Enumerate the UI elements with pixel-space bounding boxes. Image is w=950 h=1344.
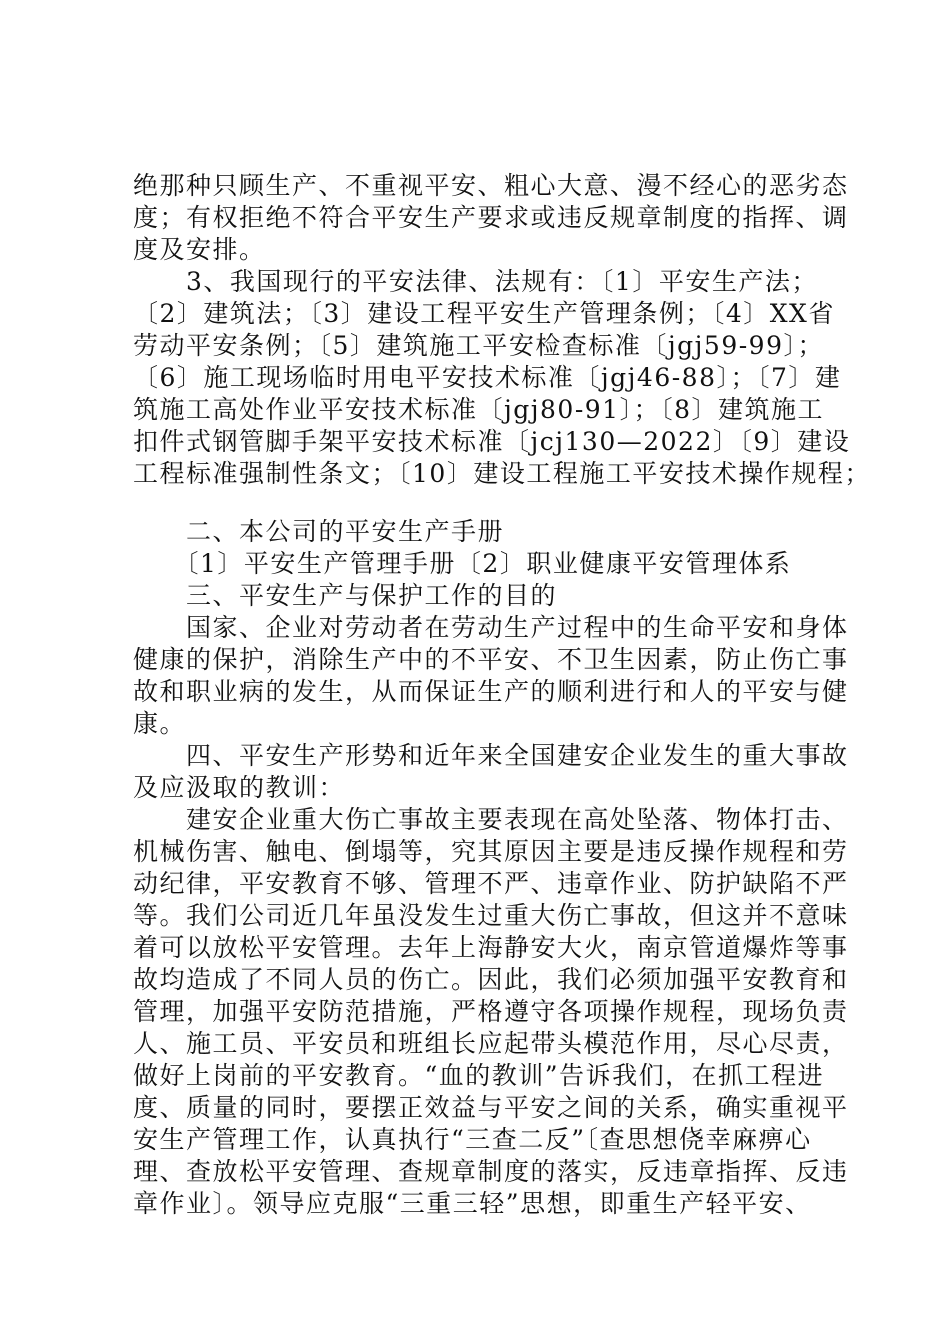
text-line: 做好上岗前的平安教育。“血的教训”告诉我们，在抓工程进 <box>133 1061 825 1090</box>
text-line: 3、我国现行的平安法律、法规有：〔1〕平安生产法； <box>133 267 818 296</box>
text-line: 筑施工高处作业平安技术标准〔jgj80-91〕；〔8〕建筑施工 <box>133 395 824 424</box>
text-line: 等。我们公司近几年虽没发生过重大伤亡事故，但这并不意味 <box>133 901 849 930</box>
paragraph-gap <box>133 490 833 516</box>
text-line: 机械伤害、触电、倒塌等，究其原因主要是违反操作规程和劳 <box>133 837 849 866</box>
text-line: 度、质量的同时，要摆正效益与平安之间的关系，确实重视平 <box>133 1093 849 1122</box>
text-line: 人、施工员、平安员和班组长应起带头模范作用，尽心尽责， <box>133 1029 849 1058</box>
text-line: 安生产管理工作，认真执行“三查二反”〔查思想侥幸麻痹心 <box>133 1125 812 1154</box>
text-line: 故和职业病的发生，从而保证生产的顺利进行和人的平安与健 <box>133 677 849 706</box>
text-line: 建安企业重大伤亡事故主要表现在高处坠落、物体打击、 <box>133 805 849 834</box>
text-line: 绝那种只顾生产、不重视平安、粗心大意、漫不经心的恶劣态 <box>133 171 849 200</box>
text-line: 康。 <box>133 709 187 738</box>
text-line: 国家、企业对劳动者在劳动生产过程中的生命平安和身体 <box>133 613 849 642</box>
text-line: 度及安排。 <box>133 235 266 264</box>
text-line: 理、查放松平安管理、查规章制度的落实，反违章指挥、反违 <box>133 1157 849 1186</box>
text-line: 管理，加强平安防范措施，严格遵守各项操作规程，现场负责 <box>133 997 849 1026</box>
text-line: 度；有权拒绝不符合平安生产要求或违反规章制度的指挥、调 <box>133 203 849 232</box>
text-line: 章作业〕。领导应克服“三重三轻”思想，即重生产轻平安、 <box>133 1189 812 1218</box>
section-heading: 四、平安生产形势和近年来全国建安企业发生的重大事故 <box>133 741 849 770</box>
text-line: 〔2〕建筑法；〔3〕建设工程平安生产管理条例；〔4〕XX省 <box>133 299 835 328</box>
text-line: 劳动平安条例；〔5〕建筑施工平安检查标准〔jgj59-99〕； <box>133 331 824 360</box>
text-line: 健康的保护，消除生产中的不平安、不卫生因素，防止伤亡事 <box>133 645 849 674</box>
text-line: 故均造成了不同人员的伤亡。因此，我们必须加强平安教育和 <box>133 965 849 994</box>
text-line: 〔1〕平安生产管理手册〔2〕职业健康平安管理体系 <box>133 549 792 578</box>
document-body <box>133 170 871 1220</box>
text-line: 着可以放松平安管理。去年上海静安大火，南京管道爆炸等事 <box>133 933 849 962</box>
section-heading: 二、本公司的平安生产手册 <box>133 517 505 546</box>
text-line: 扣件式钢管脚手架平安技术标准〔jcj130—2022〕〔9〕建设 <box>133 427 851 456</box>
text-line: 及应汲取的教训： <box>133 773 346 802</box>
text-line: 动纪律，平安教育不够、管理不严、违章作业、防护缺陷不严 <box>133 869 849 898</box>
text-line: 工程标准强制性条文；〔10〕建设工程施工平安技术操作规程； <box>133 459 871 488</box>
text-line: 〔6〕施工现场临时用电平安技术标准〔jgj46-88〕；〔7〕建 <box>133 363 842 392</box>
section-heading: 三、平安生产与保护工作的目的 <box>133 581 558 610</box>
